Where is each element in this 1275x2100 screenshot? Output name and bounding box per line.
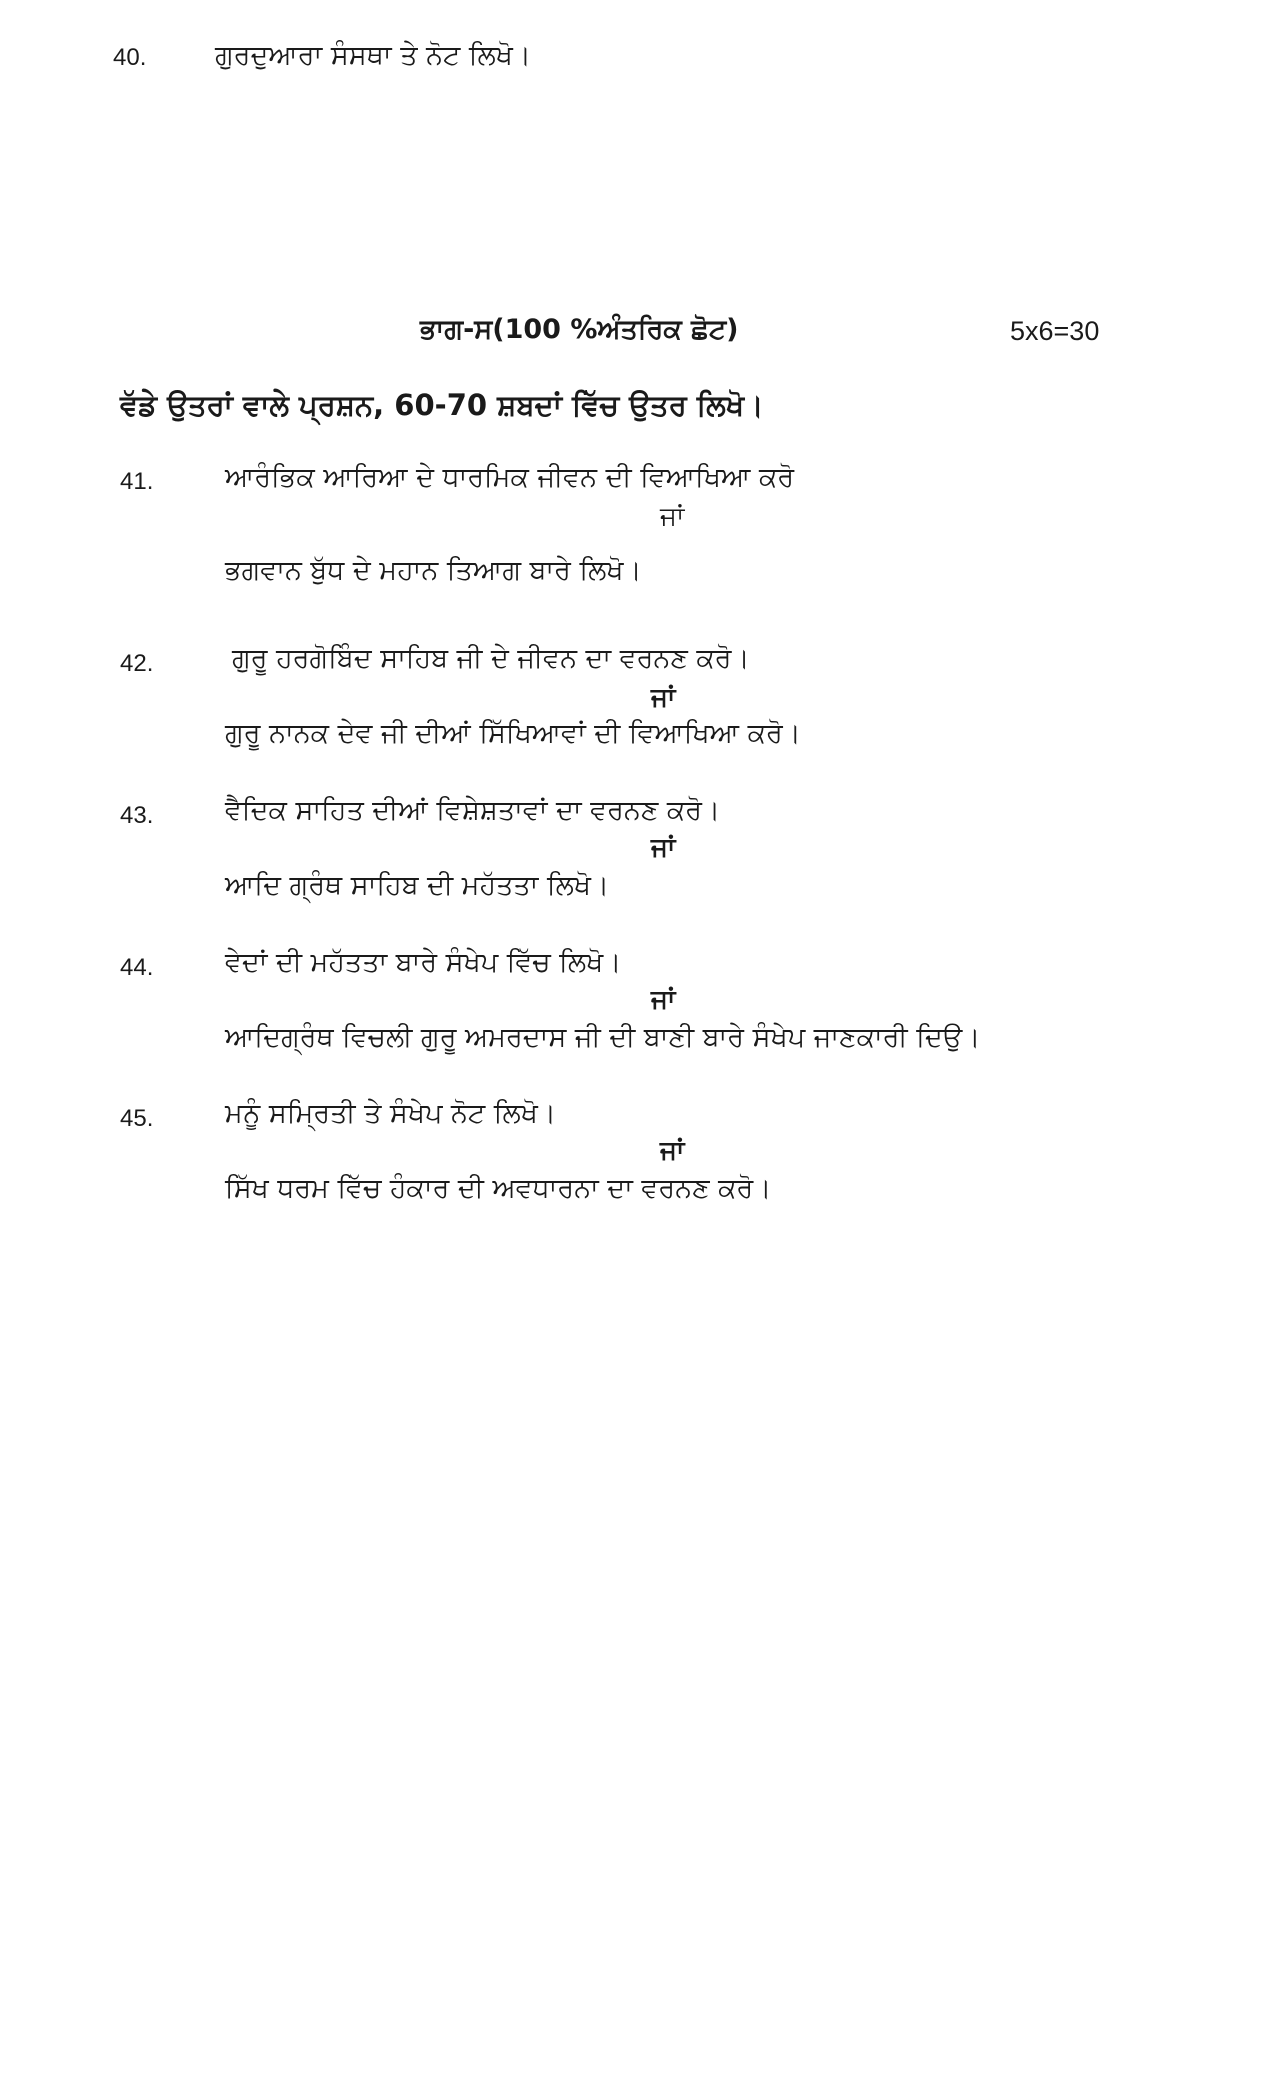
question-text: ਗੁਰੂ ਹਰਗੋਬਿੰਦ ਸਾਹਿਬ ਜੀ ਦੇ ਜੀਵਨ ਦਾ ਵਰਨਣ ਕਰੋ।: [232, 643, 750, 674]
question-text: ਆਰੰਭਿਕ ਆਰਿਆ ਦੇ ਧਾਰਮਿਕ ਜੀਵਨ ਦੀ ਵਿਆਖਿਆ ਕਰੋ: [225, 462, 795, 493]
question-text: ਵੇਦਾਂ ਦੀ ਮਹੱਤਤਾ ਬਾਰੇ ਸੰਖੇਪ ਵਿੱਚ ਲਿਖੋ।: [225, 947, 622, 978]
question-alternative: ਭਗਵਾਨ ਬੁੱਧ ਦੇ ਮਹਾਨ ਤਿਆਗ ਬਾਰੇ ਲਿਖੋ।: [225, 555, 642, 586]
question-number: 40.: [113, 44, 147, 71]
question-alternative: ਆਦਿਗ੍ਰੰਥ ਵਿਚਲੀ ਗੁਰੂ ਅਮਰਦਾਸ ਜੀ ਦੀ ਬਾਣੀ ਬਾਰੇ ਸੰਖੇਪ ਜਾਣਕਾਰੀ ਦਿਉ।: [225, 1022, 981, 1053]
section-instruction: ਵੱਡੇ ਉਤਰਾਂ ਵਾਲੇ ਪ੍ਰਸ਼ਨ, 60-70 ਸ਼ਬਦਾਂ ਵਿੱਚ ਉਤਰ ਲਿਖੋ।: [120, 388, 764, 422]
or-separator: ਜਾਂ: [651, 683, 676, 713]
or-separator: ਜਾਂ: [651, 833, 676, 863]
or-separator: ਜਾਂ: [651, 985, 676, 1015]
question-alternative: ਗੁਰੂ ਨਾਨਕ ਦੇਵ ਜੀ ਦੀਆਂ ਸਿੱਖਿਆਵਾਂ ਦੀ ਵਿਆਖਿਆ ਕਰੋ।: [225, 718, 801, 749]
question-alternative: ਸਿੱਖ ਧਰਮ ਵਿੱਚ ਹੰਕਾਰ ਦੀ ਅਵਧਾਰਨਾ ਦਾ ਵਰਨਣ ਕਰੋ।: [225, 1173, 772, 1204]
question-text: ਮਨੂੰ ਸਮ੍ਰਿਤੀ ਤੇ ਸੰਖੇਪ ਨੋਟ ਲਿਖੋ।: [225, 1098, 557, 1129]
question-number: 42.: [120, 650, 154, 677]
question-number: 45.: [120, 1105, 154, 1132]
question-number: 44.: [120, 954, 154, 981]
question-text: ਵੈਦਿਕ ਸਾਹਿਤ ਦੀਆਂ ਵਿਸ਼ੇਸ਼ਤਾਵਾਂ ਦਾ ਵਰਨਣ ਕਰੋ।: [225, 795, 721, 826]
question-number: 43.: [120, 802, 154, 829]
question-alternative: ਆਦਿ ਗ੍ਰੰਥ ਸਾਹਿਬ ਦੀ ਮਹੱਤਤਾ ਲਿਖੋ।: [225, 870, 610, 901]
section-title: ਭਾਗ-ਸ(100 %ਅੰਤਰਿਕ ਛੋਟ): [420, 314, 739, 345]
section-marks: 5x6=30: [1010, 316, 1100, 346]
or-separator: ਜਾਂ: [660, 1136, 685, 1166]
or-separator: ਜਾਂ: [660, 502, 685, 532]
question-number: 41.: [120, 468, 154, 495]
question-text: ਗੁਰਦੁਆਰਾ ਸੰਸਥਾ ਤੇ ਨੋਟ ਲਿਖੋ।: [215, 40, 532, 71]
